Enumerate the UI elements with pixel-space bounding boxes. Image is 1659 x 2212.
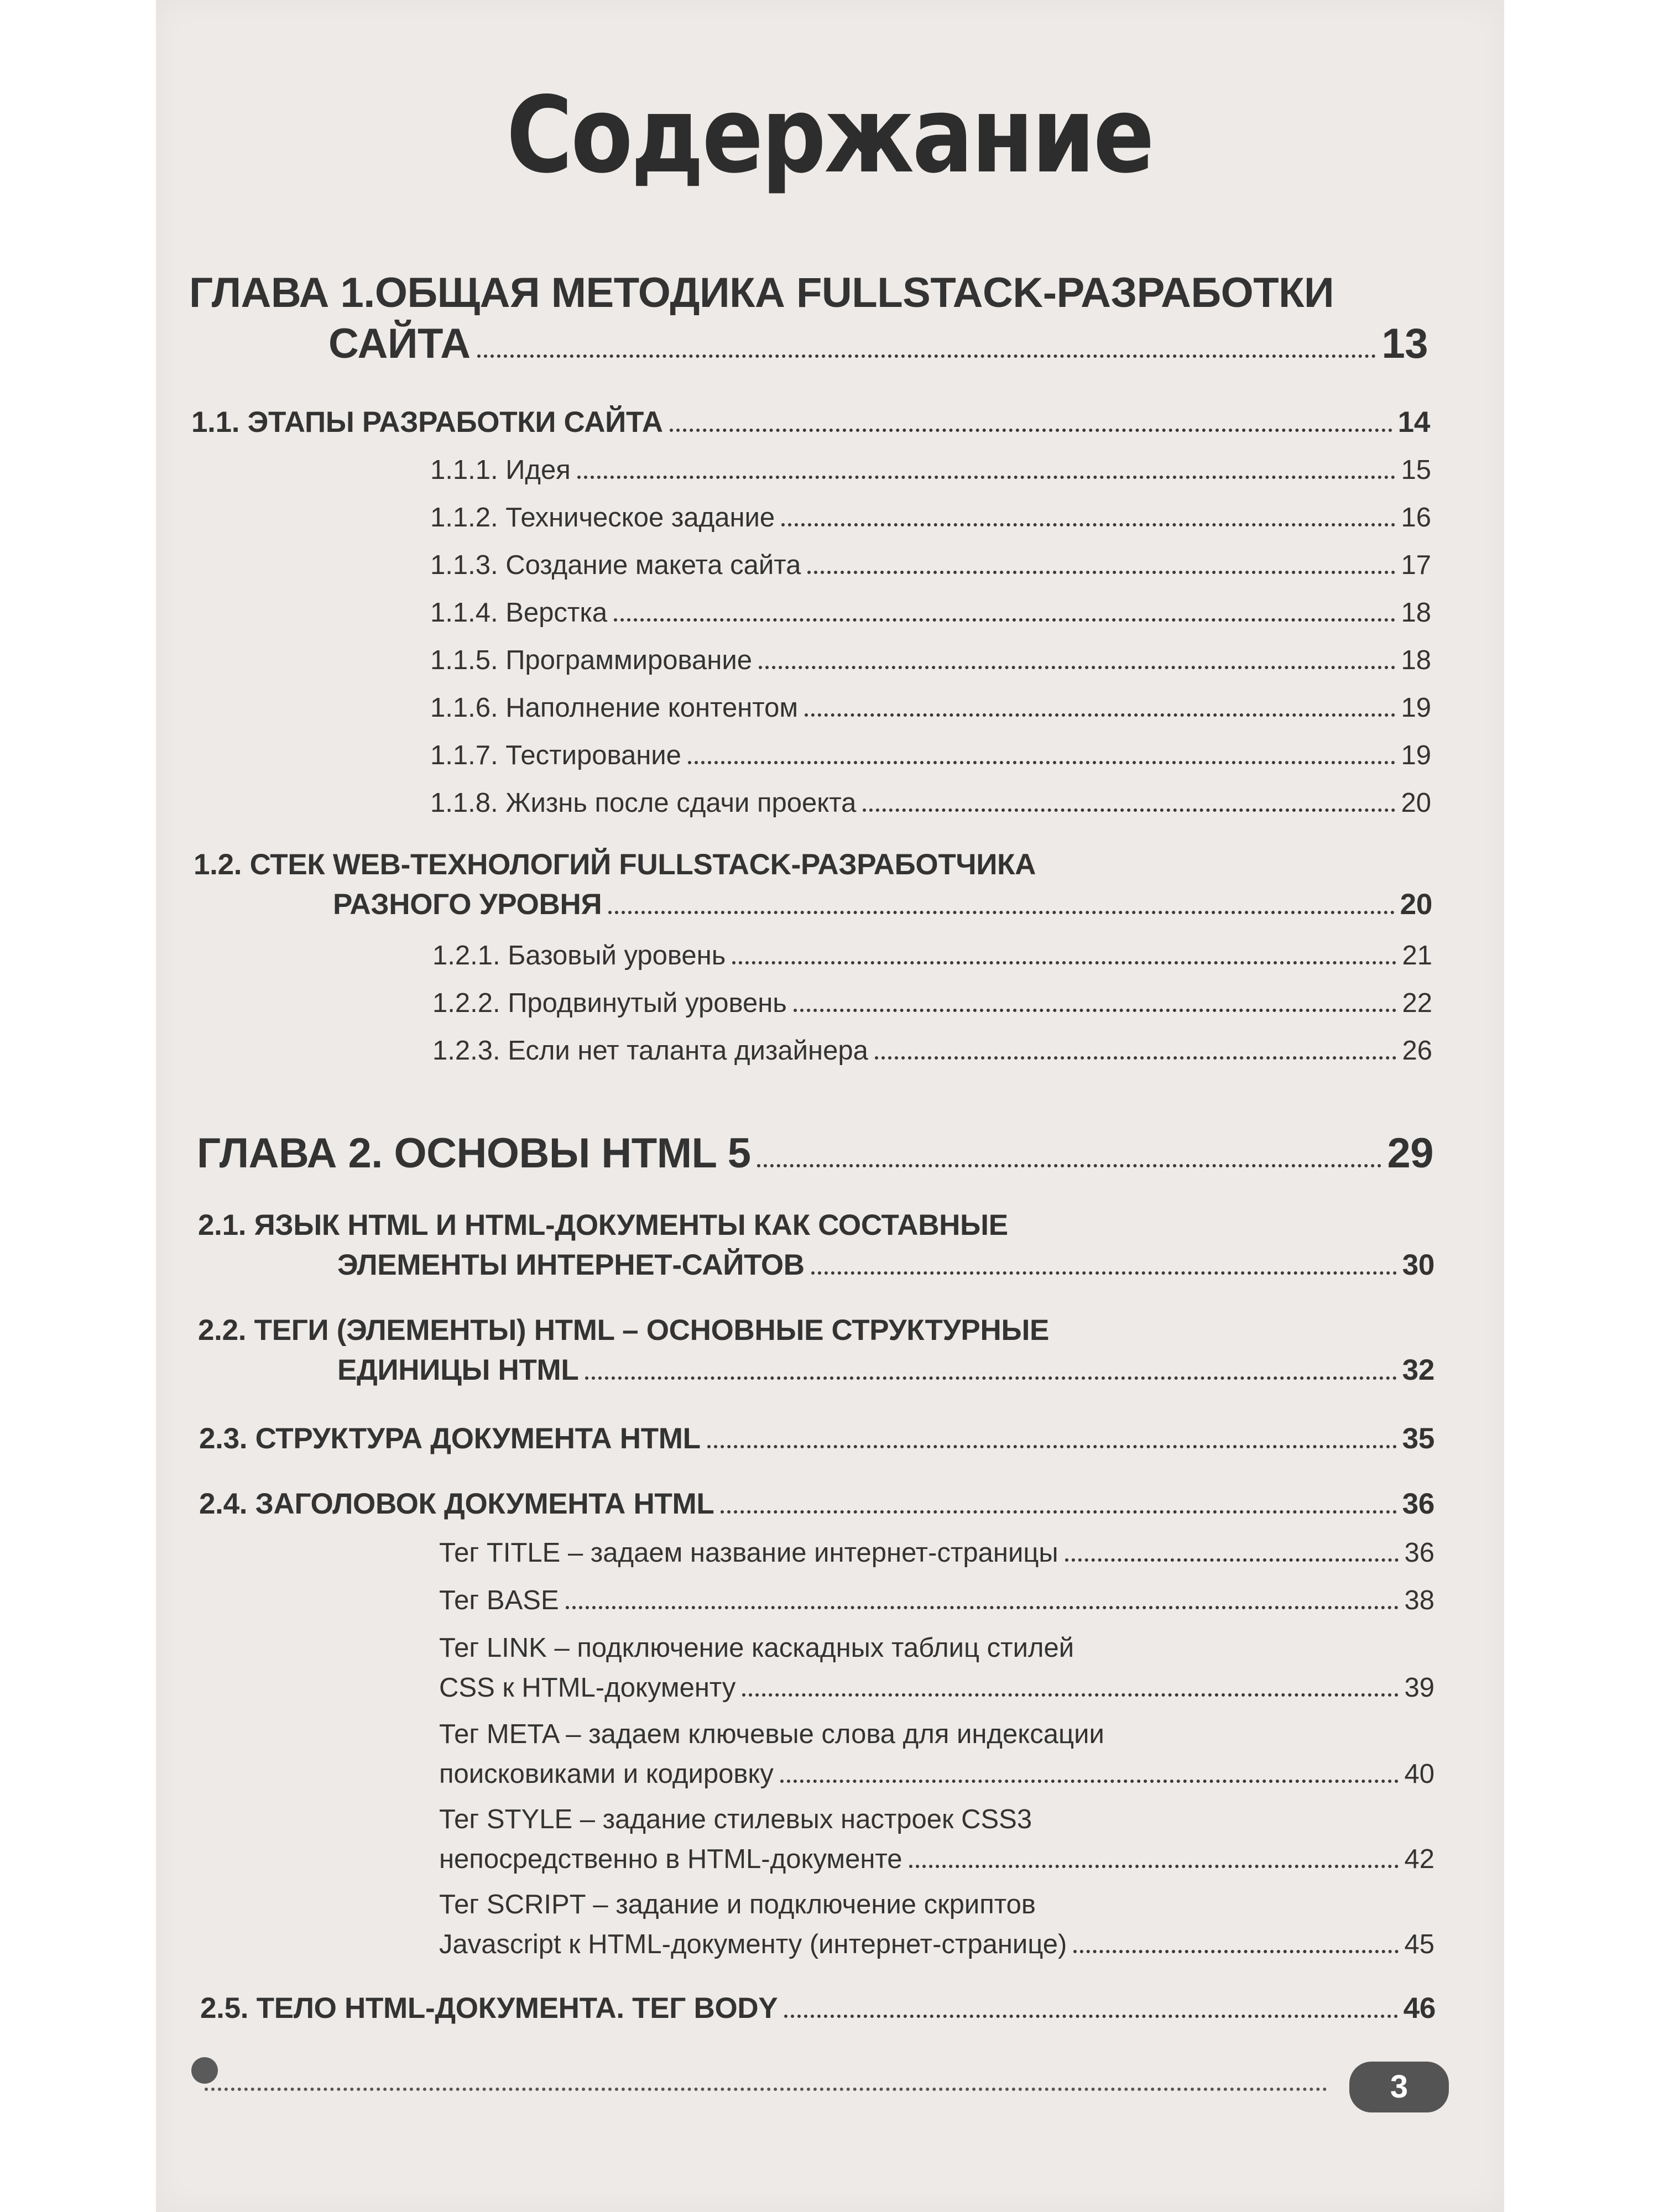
toc-page-number: 22 xyxy=(1402,988,1432,1018)
toc-page-number: 46 xyxy=(1403,1992,1436,2025)
toc-page-number: 35 xyxy=(1402,1422,1434,1455)
footer-bullet-icon xyxy=(191,2057,218,2084)
toc-line: Тег SCRIPT – задание и подключение скриптов xyxy=(439,1890,1036,1919)
toc-entry-tag-base xyxy=(439,1580,1434,1620)
toc-entry-text: 1.2.1. Базовый уровень xyxy=(432,941,726,971)
toc-page-number: 18 xyxy=(1401,645,1431,675)
toc-section-2-5 xyxy=(200,1989,1436,2028)
toc-entry-text: 1.1.6. Наполнение контентом xyxy=(430,693,799,723)
toc-entry-text: 1.1.1. Идея xyxy=(430,455,571,485)
toc-entry-tag-title xyxy=(439,1533,1434,1573)
dot-leader xyxy=(1073,1950,1399,1953)
toc-line: 2.1. ЯЗЫК HTML И HTML-ДОКУМЕНТЫ КАК СОСТАВНЫЕ xyxy=(198,1209,1008,1241)
toc-entry-tag-meta xyxy=(439,1714,1434,1794)
toc-entry-text: 2.3. СТРУКТУРА ДОКУМЕНТА HTML xyxy=(199,1422,701,1455)
dot-leader xyxy=(780,1780,1399,1783)
toc-subsection-1-2-1 xyxy=(432,936,1432,975)
toc-entry-text: 1.1.2. Техническое задание xyxy=(430,503,775,533)
dot-leader xyxy=(707,1445,1397,1448)
toc-page-number: 36 xyxy=(1402,1488,1434,1520)
toc-page-number: 42 xyxy=(1404,1844,1434,1874)
toc-page-number: 26 xyxy=(1402,1036,1432,1066)
toc-page-number: 20 xyxy=(1401,788,1431,818)
toc-entry-text: 1.2.2. Продвинутый уровень xyxy=(432,988,787,1018)
dot-leader xyxy=(742,1693,1399,1697)
dot-leader xyxy=(608,911,1394,914)
toc-page-number: 19 xyxy=(1401,693,1431,723)
toc-line: поисковиками и кодировку xyxy=(439,1759,774,1789)
toc-page-number: 15 xyxy=(1401,455,1431,485)
toc-line: ГЛАВА 1.ОБЩАЯ МЕТОДИКА FULLSTACK-РАЗРАБОТКИ xyxy=(189,269,1334,316)
toc-subsection-1-2-3 xyxy=(432,1031,1432,1071)
toc-entry-tag-style xyxy=(439,1799,1434,1879)
toc-entry-tag-script xyxy=(439,1885,1434,1964)
toc-page-number: 13 xyxy=(1381,320,1428,367)
toc-entry-text: 2.4. ЗАГОЛОВОК ДОКУМЕНТА HTML xyxy=(199,1488,714,1520)
dot-leader xyxy=(566,1606,1399,1609)
toc-subsection-1-1-3 xyxy=(430,545,1431,585)
toc-page-number: 30 xyxy=(1402,1249,1434,1281)
toc-line: 2.2. ТЕГИ (ЭЛЕМЕНТЫ) HTML – ОСНОВНЫЕ СТРУКТУРНЫЕ xyxy=(198,1314,1050,1347)
toc-page-number: 38 xyxy=(1404,1585,1434,1615)
toc-line: непосредственно в HTML-документе xyxy=(439,1844,902,1874)
toc-line: РАЗНОГО УРОВНЯ xyxy=(333,888,602,921)
toc-entry-text: Тег BASE xyxy=(439,1585,559,1615)
dot-leader xyxy=(477,354,1376,358)
toc-entry-tag-link xyxy=(439,1628,1434,1708)
toc-line: САЙТА xyxy=(328,320,471,367)
toc-page-number: 39 xyxy=(1404,1673,1434,1703)
dot-leader xyxy=(732,961,1396,964)
toc-page-number: 14 xyxy=(1397,406,1430,439)
toc-page-number: 21 xyxy=(1402,941,1432,971)
toc-section-1-1 xyxy=(191,403,1430,442)
toc-page-number: 29 xyxy=(1387,1130,1433,1177)
toc-entry-text: Тег TITLE – задаем название интернет-страницы xyxy=(439,1538,1058,1568)
toc-subsection-1-1-1 xyxy=(430,450,1431,490)
dot-leader xyxy=(781,523,1395,526)
dot-leader xyxy=(757,1164,1381,1167)
page-number-badge: 3 xyxy=(1349,2062,1449,2112)
dot-leader xyxy=(863,808,1395,812)
toc-section-2-3 xyxy=(199,1419,1434,1459)
dot-leader xyxy=(585,1376,1396,1380)
toc-entry-text: 1.1.5. Программирование xyxy=(430,645,752,675)
toc-page-number: 32 xyxy=(1402,1354,1434,1386)
toc-page-number: 18 xyxy=(1401,598,1431,628)
toc-subsection-1-1-8 xyxy=(430,783,1431,823)
toc-entry-text: 1.1. ЭТАПЫ РАЗРАБОТКИ САЙТА xyxy=(191,406,663,439)
toc-chapter-1 xyxy=(189,268,1428,369)
toc-entry-text: ГЛАВА 2. ОСНОВЫ HTML 5 xyxy=(197,1130,751,1177)
toc-subsection-1-2-2 xyxy=(432,983,1432,1023)
toc-entry-text: 1.1.8. Жизнь после сдачи проекта xyxy=(430,788,857,818)
toc-page-number: 16 xyxy=(1401,503,1431,533)
dot-leader xyxy=(670,429,1392,432)
toc-page-number: 19 xyxy=(1401,740,1431,770)
toc-page-number: 36 xyxy=(1404,1538,1434,1568)
dot-leader xyxy=(721,1510,1396,1514)
toc-subsection-1-1-5 xyxy=(430,640,1431,680)
toc-entry-text: 1.1.4. Верстка xyxy=(430,598,608,628)
page-title: Содержание xyxy=(506,74,1153,196)
toc-chapter-2 xyxy=(197,1128,1433,1179)
dot-leader xyxy=(577,476,1396,479)
toc-section-2-2 xyxy=(198,1311,1434,1390)
dot-leader xyxy=(784,2015,1397,2018)
toc-line: ЕДИНИЦЫ HTML xyxy=(337,1354,579,1386)
toc-entry-text: 1.2.3. Если нет таланта дизайнера xyxy=(432,1036,868,1066)
dot-leader xyxy=(807,571,1395,574)
toc-section-1-2 xyxy=(194,845,1432,925)
toc-line: 1.2. СТЕК WEB-ТЕХНОЛОГИЙ FULLSTACK-РАЗРАБОТЧИКА xyxy=(194,848,1036,881)
toc-line: Тег LINK – подключение каскадных таблиц стилей xyxy=(439,1633,1074,1663)
toc-subsection-1-1-4 xyxy=(430,593,1431,633)
toc-entry-text: 2.5. ТЕЛО HTML-ДОКУМЕНТА. ТЕГ BODY xyxy=(200,1992,778,2025)
footer-dotted-rule xyxy=(205,2088,1327,2091)
toc-section-2-1 xyxy=(198,1206,1434,1285)
toc-subsection-1-1-6 xyxy=(430,688,1431,728)
toc-subsection-1-1-7 xyxy=(430,735,1431,775)
dot-leader xyxy=(688,761,1396,764)
toc-line: Тег STYLE – задание стилевых настроек CSS3 xyxy=(439,1804,1032,1834)
toc-entry-text: 1.1.3. Создание макета сайта xyxy=(430,550,801,580)
dot-leader xyxy=(875,1056,1397,1060)
toc-section-2-4 xyxy=(199,1484,1434,1524)
dot-leader xyxy=(805,713,1395,717)
toc-page-number: 45 xyxy=(1404,1929,1434,1959)
toc-entry-text: 1.1.7. Тестирование xyxy=(430,740,681,770)
dot-leader xyxy=(614,618,1395,622)
dot-leader xyxy=(909,1865,1399,1868)
toc-line: Тег META – задаем ключевые слова для индексации xyxy=(439,1719,1104,1749)
toc-page-number: 17 xyxy=(1401,550,1431,580)
dot-leader xyxy=(811,1271,1397,1275)
toc-page-number: 40 xyxy=(1404,1759,1434,1789)
toc-subsection-1-1-2 xyxy=(430,498,1431,538)
dot-leader xyxy=(1065,1558,1399,1562)
toc-line: Javascript к HTML-документу (интернет-странице) xyxy=(439,1929,1067,1959)
dot-leader xyxy=(794,1009,1397,1012)
toc-line: CSS к HTML-документу xyxy=(439,1673,736,1703)
toc-line: ЭЛЕМЕНТЫ ИНТЕРНЕТ-САЙТОВ xyxy=(337,1249,805,1281)
toc-page-number: 20 xyxy=(1400,888,1432,921)
dot-leader xyxy=(759,666,1396,669)
